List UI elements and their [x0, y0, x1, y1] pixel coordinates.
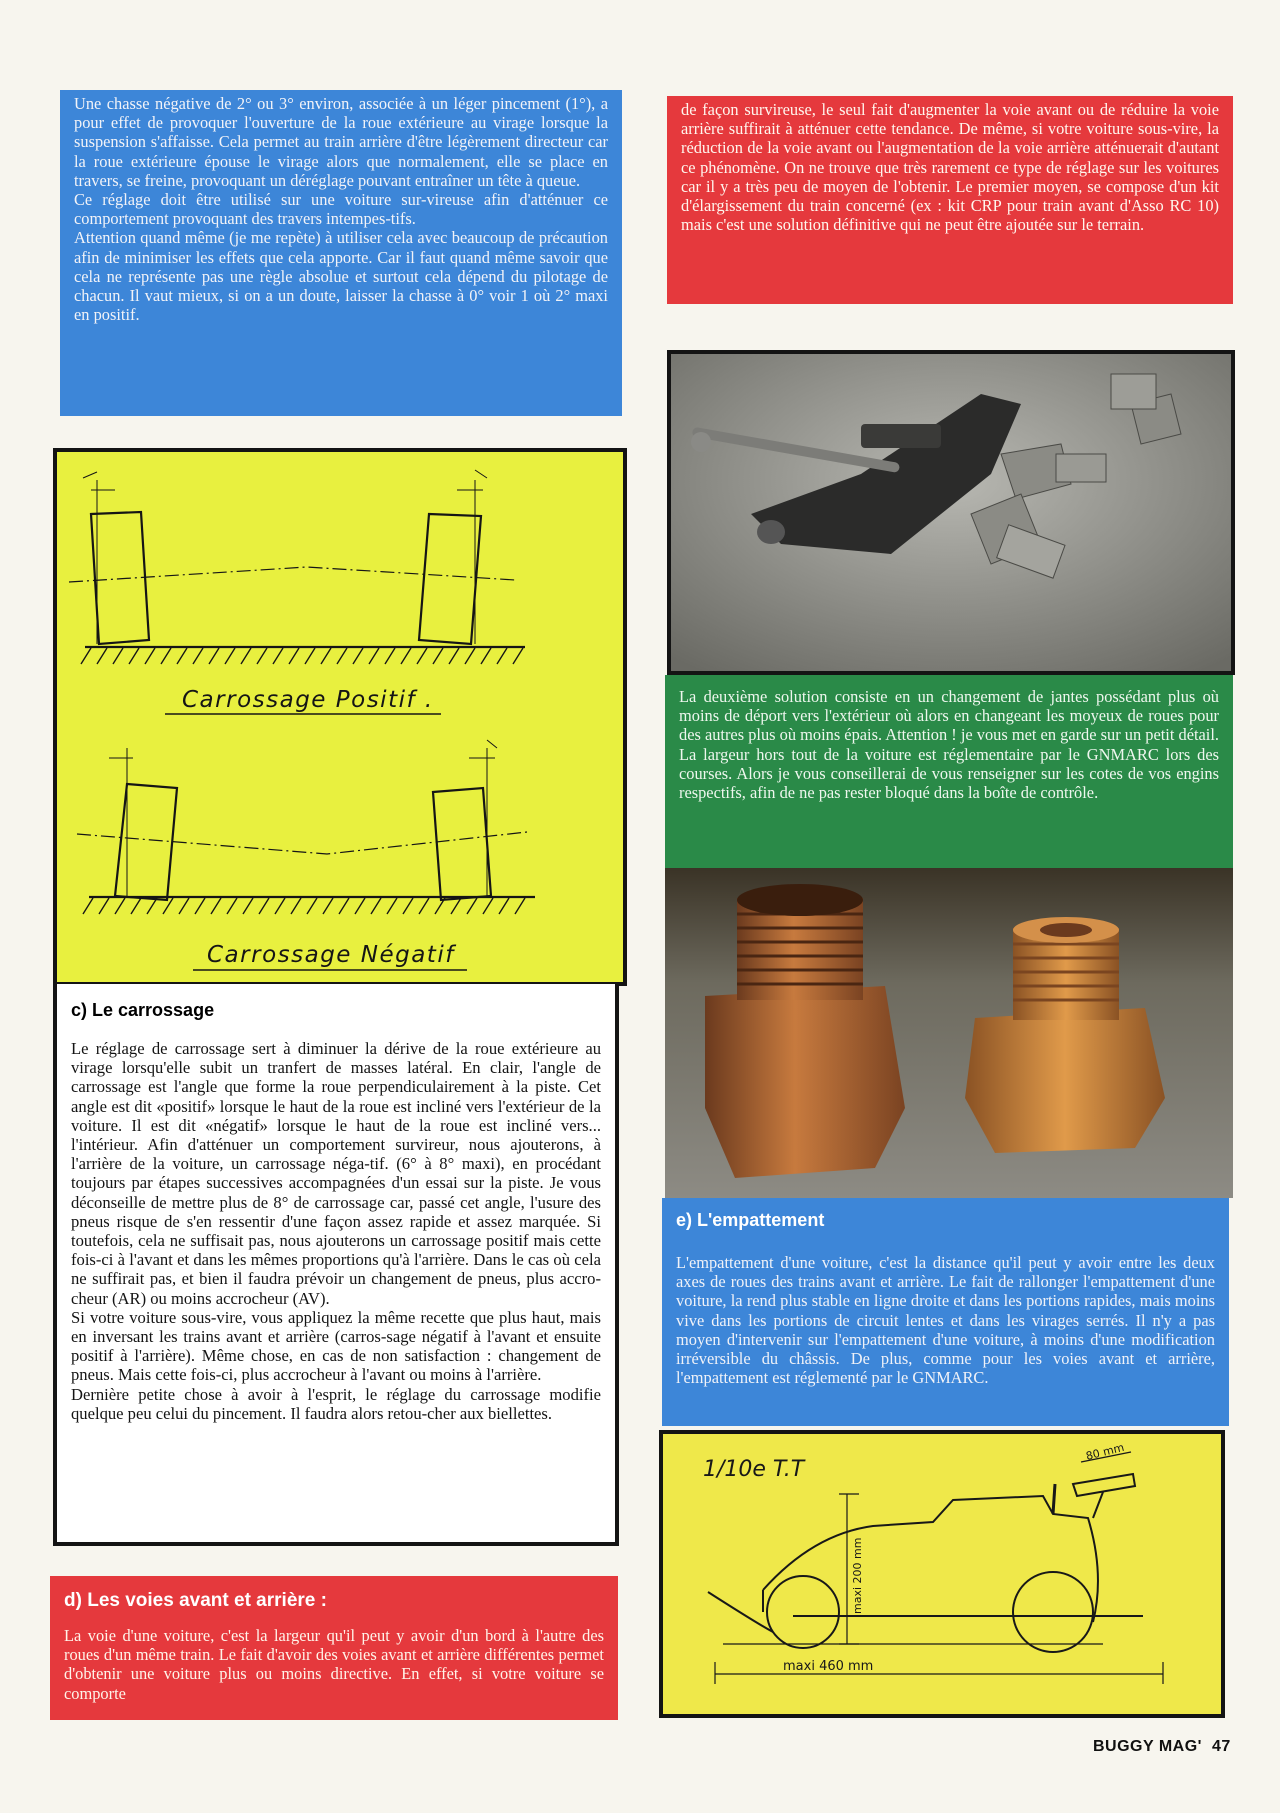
- article-empattement: [662, 1198, 1229, 1426]
- heading-empattement: e) L'empattement: [676, 1210, 825, 1230]
- front-wheel: [767, 1576, 839, 1648]
- jantes-paragraph: La deuxième solution consiste en un changement de jantes possédant plus où moins de déport vers l'extérieur où alors en changeant les moyeux de roues pour des autres plus où moins épais. Attention ! je vous met en garde sur un petit détail. La largeur hors tout de la voiture est réglementaire par le GNMARC lors des courses. Alors je vous conseillerai de vous renseigner sur les cotes de vos engins respectifs, afin de ne pas rester bloqué dans la boîte de contrôle.: [679, 687, 1219, 803]
- car-dimensions-drawing: [663, 1434, 1221, 1714]
- car-dimensions-diagram: [659, 1430, 1225, 1718]
- page-number: 47: [1211, 1738, 1231, 1755]
- text-block-chasse: [60, 90, 622, 416]
- photo-suspension-drawing: [671, 354, 1231, 671]
- wing-dimension-label: 80 mm: [1084, 1440, 1126, 1463]
- carrossage-paragraph: Le réglage de carrossage sert à diminuer la dérive de la roue extérieure au virage lorsqu'elle subit un tranfert de masses latéral. En clair, l'angle de carrossage est l'angle que forme la roue perpendiculairement à la piste. Cet angle est dit «positif» lorsque le haut de la roue est incliné vers l'extérieur de la voiture. Il est dit «négatif» lorsque le haut de la roue est incliné vers... l'intérieur. Afin d'atténuer un comportement survireur, nous ajouterons, à l'arrière de la voiture, un carrossage néga-tif. (6° à 8° maxi), en procédant toujours par étapes successives accompagnées d'un essai sur la piste. Je vous déconseille de mettre plus de 8° de carrossage car, passé cet angle, l'usure des pneus risque de s'en ressentir d'une façon assez rapide et assez marquée. Si toutefois, cela ne suffisait pas, nous ajouterons un carrossage positif mais cette fois-ci à l'avant et dans les mêmes proportions qu'à l'arrière. Dans le cas où cela ne suffirait pas, et bien il faudra prévoir un changement de pneus, plus accro-cheur (AR) ou moins accrocheur (AV). Si votre voiture sous-vire, vous appliquez la même recette que plus haut, mais en inversant les trains avant et arrière (carros-sage négatif à l'avant et ensuite positif à l'arrière). Même chose, en cas de non satisfaction : changement de pneus. Mais cette fois-ci, plus accrocheur à l'avant ou moins à l'arrière. Dernière petite chose à avoir à l'esprit, le réglage du carrossage modifie quelque peu celui du pincement. Il faudra alors retou-cher aux biellettes.: [71, 1039, 601, 1423]
- article-carrossage: [53, 984, 619, 1546]
- wheel-left-positive: [91, 512, 149, 644]
- chasse-paragraph: Une chasse négative de 2° ou 3° environ, associée à un léger pincement (1°), a pour effet de provoquer l'ouverture de la roue extérieure au virage lorsque la suspension s'affaisse. Cela permet au train arrière d'être légèrement directeur car la roue extérieure épouse le virage alors que normalement, elle se place en travers, se freine, provoquant un déréglage pouvant entraîner un tête à queue. Ce réglage doit être utilisé sur une voiture sur-vireuse afin d'atténuer ce comportement provoquant des travers intempes-tifs. Attention quand même (je me repète) à utiliser cela avec beaucoup de précaution afin de minimiser les effets que cela apporte. Car il faut quand même savoir que cela ne représente pas une règle absolue et surtout cela dépend du pilotage de chacun. Il vaut mieux, si on a un doute, laisser la chasse à 0° voir 1 où 2° maxi en positif.: [74, 94, 608, 325]
- wheel-right-negative: [433, 788, 491, 900]
- label-carrossage-positif: Carrossage Positif .: [182, 687, 434, 713]
- voies-paragraph: La voie d'une voiture, c'est la largeur qu'il peut y avoir d'un bord à l'autre des roues d'un même train. Le fait d'avoir des voies avant et arrière différentes permet d'obtenir une voiture plus ou moins directive. En effet, si votre voiture se comporte: [64, 1626, 604, 1703]
- length-dimension-label: maxi 460 mm: [783, 1659, 874, 1674]
- empattement-paragraph: L'empattement d'une voiture, c'est la distance qu'il peut y avoir entre les deux axes de roues des trains avant et arrière. Le fait de rallonger l'empattement d'une voiture, la rend plus stable en ligne droite et dans les portions rapides, mais moins vive dans les portions de circuit lentes et dans les virages serrés. Il n'y a pas moyen d'intervenir sur l'empattement d'une voiture, à moins d'une modification irréversible du châssis. De plus, comme pour les voies avant et arrière, l'empattement est réglementé par le GNMARC.: [676, 1253, 1215, 1388]
- page-footer: [1093, 1738, 1231, 1756]
- rear-wheel: [1013, 1572, 1093, 1652]
- scale-label: 1/10e T.T: [703, 1457, 805, 1482]
- photo-hub-spacers: [665, 868, 1233, 1198]
- camber-drawing: [57, 452, 623, 982]
- height-dimension-label: maxi 200 mm: [851, 1537, 864, 1614]
- article-voies: [50, 1576, 618, 1720]
- magazine-name: BUGGY MAG': [1093, 1738, 1202, 1755]
- wheel-right-positive: [419, 514, 481, 644]
- wheel-left-negative: [115, 784, 177, 900]
- camber-diagram: [53, 448, 627, 986]
- text-block-jantes: [665, 675, 1233, 868]
- heading-carrossage: c) Le carrossage: [71, 1000, 215, 1020]
- heading-voies: d) Les voies avant et arrière :: [64, 1590, 327, 1611]
- label-carrossage-negatif: Carrossage Négatif: [207, 942, 455, 968]
- photo-hub-drawing: [665, 868, 1233, 1198]
- voies-continued-paragraph: de façon survireuse, le seul fait d'augmenter la voie avant ou de réduire la voie arrière suffirait à atténuer cette tendance. De même, si votre voiture sous-vire, la réduction de la voie avant ou l'augmentation de la voie arrière atténuerait d'autant ce phénomène. On ne trouve que très rarement ce type de réglage sur les voitures car il y a très peu de moyen de l'obtenir. Le premier moyen, se compose d'un kit d'élargissement du train concerné (ex : kit CRP pour train avant d'Asso RC 10) mais c'est une solution définitive qui ne peut être ajoutée sur le terrain.: [681, 100, 1219, 235]
- photo-suspension-parts: [667, 350, 1235, 675]
- text-block-voies-continued: [667, 96, 1233, 304]
